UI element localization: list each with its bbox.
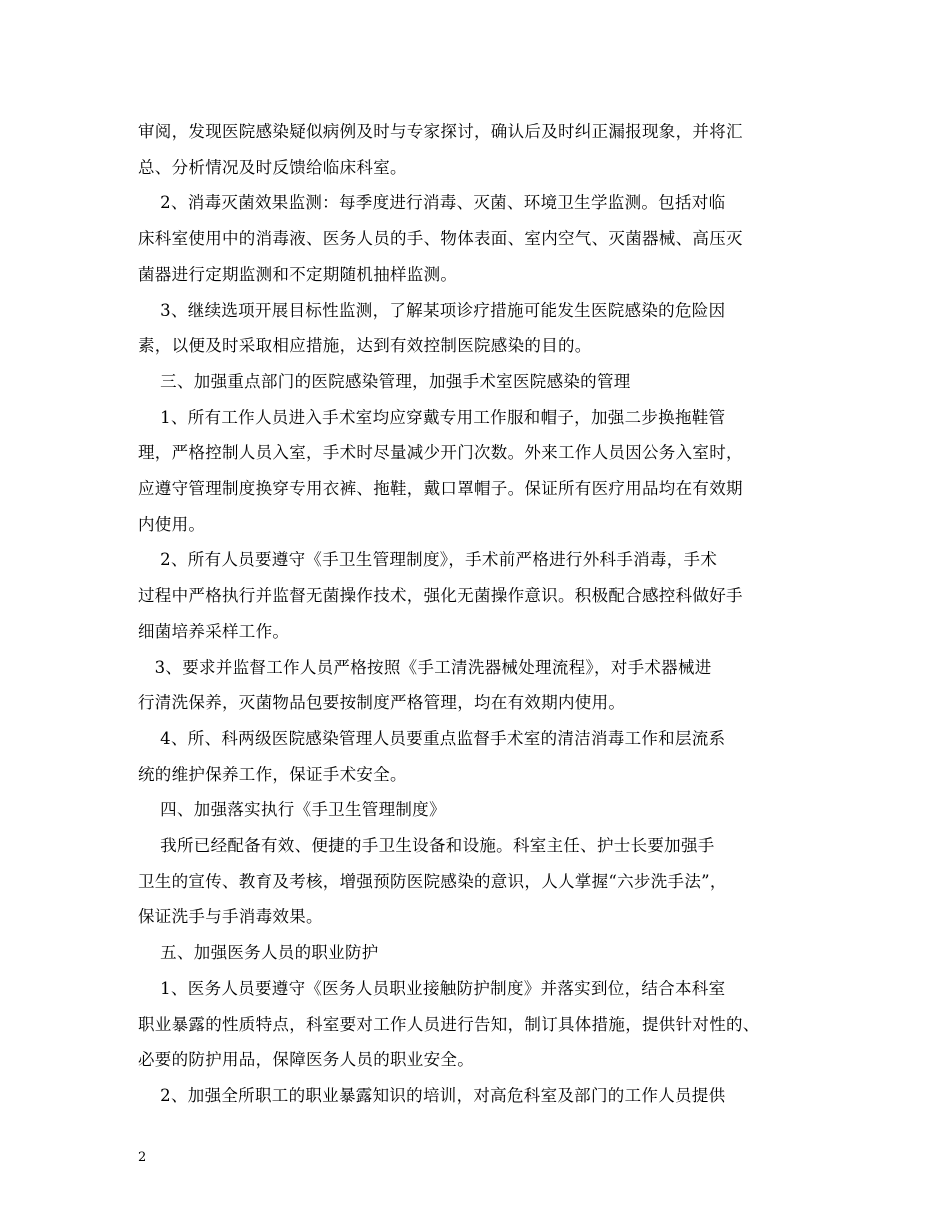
text-line: 我所已经配备有效、便捷的手卫生设备和设施。科室主任、护士长要加强手 <box>138 836 715 855</box>
text-line: 应遵守管理制度换穿专用衣裤、拖鞋，戴口罩帽子。保证所有医疗用品均在有效期 <box>138 479 743 498</box>
text-line: 内使用。 <box>138 514 206 534</box>
page-number: 2 <box>138 1150 147 1165</box>
text-line: 3、继续选项开展目标性监测，了解某项诊疗措施可能发生医院感染的危险因 <box>138 300 726 320</box>
text-line: 五、加强医务人员的职业防护 <box>138 943 379 963</box>
text-line: 卫生的宣传、教育及考核，增强预防医院感染的意识，人人掌握“六步洗手法”， <box>138 871 727 891</box>
text-line: 过程中严格执行并监督无菌操作技术，强化无菌操作意识。积极配合感控科做好手 <box>138 586 743 606</box>
text-line: 2、加强全所职工的职业暴露知识的培训，对高危科室及部门的工作人员提供 <box>138 1085 726 1105</box>
text-line: 床科室使用中的消毒液、医务人员的手、物体表面、室内空气、灭菌器械、高压灭 <box>138 229 743 249</box>
text-line: 理，严格控制人员入室，手术时尽量减少开门次数。外来工作人员因公务入室时， <box>138 443 743 463</box>
text-line: 保证洗手与手消毒效果。 <box>138 907 323 927</box>
text-line: 素，以便及时采取相应措施，达到有效控制医院感染的目的。 <box>138 336 592 356</box>
text-line: 四、加强落实执行《手卫生管理制度》 <box>138 800 446 820</box>
text-line: 1、所有工作人员进入手术室均应穿戴专用工作服和帽子，加强二步换拖鞋管 <box>138 407 726 427</box>
text-line: 菌器进行定期监测和不定期随机抽样监测。 <box>138 264 458 284</box>
text-line: 行清洗保养，灭菌物品包要按制度严格管理，均在有效期内使用。 <box>138 693 626 713</box>
text-line: 审阅，发现医院感染疑似病例及时与专家探讨，确认后及时纠正漏报现象，并将汇 <box>138 122 743 141</box>
text-line: 必要的防护用品，保障医务人员的职业安全。 <box>138 1050 474 1070</box>
text-line: 2、所有人员要遵守《手卫生管理制度》，手术前严格进行外科手消毒，手术 <box>138 550 718 570</box>
text-line: 2、消毒灭菌效果监测：每季度进行消毒、灭菌、环境卫生学监测。包括对临 <box>138 193 726 213</box>
text-line: 1、医务人员要遵守《医务人员职业接触防护制度》并落实到位，结合本科室 <box>138 978 726 998</box>
text-line: 4、所、科两级医院感染管理人员要重点监督手术室的清洁消毒工作和层流系 <box>138 728 726 748</box>
text-line: 总、分析情况及时反馈给临床科室。 <box>138 157 407 177</box>
text-line: 3、要求并监督工作人员严格按照《手工清洗器械处理流程》，对手术器械进 <box>138 657 712 677</box>
text-line: 职业暴露的性质特点，科室要对工作人员进行告知，制订具体措施，提供针对性的、 <box>138 1014 760 1034</box>
text-line: 统的维护保养工作，保证手术安全。 <box>138 764 407 784</box>
text-line: 三、加强重点部门的医院感染管理，加强手术室医院感染的管理 <box>138 371 631 391</box>
text-line: 细菌培养采样工作。 <box>138 621 290 641</box>
